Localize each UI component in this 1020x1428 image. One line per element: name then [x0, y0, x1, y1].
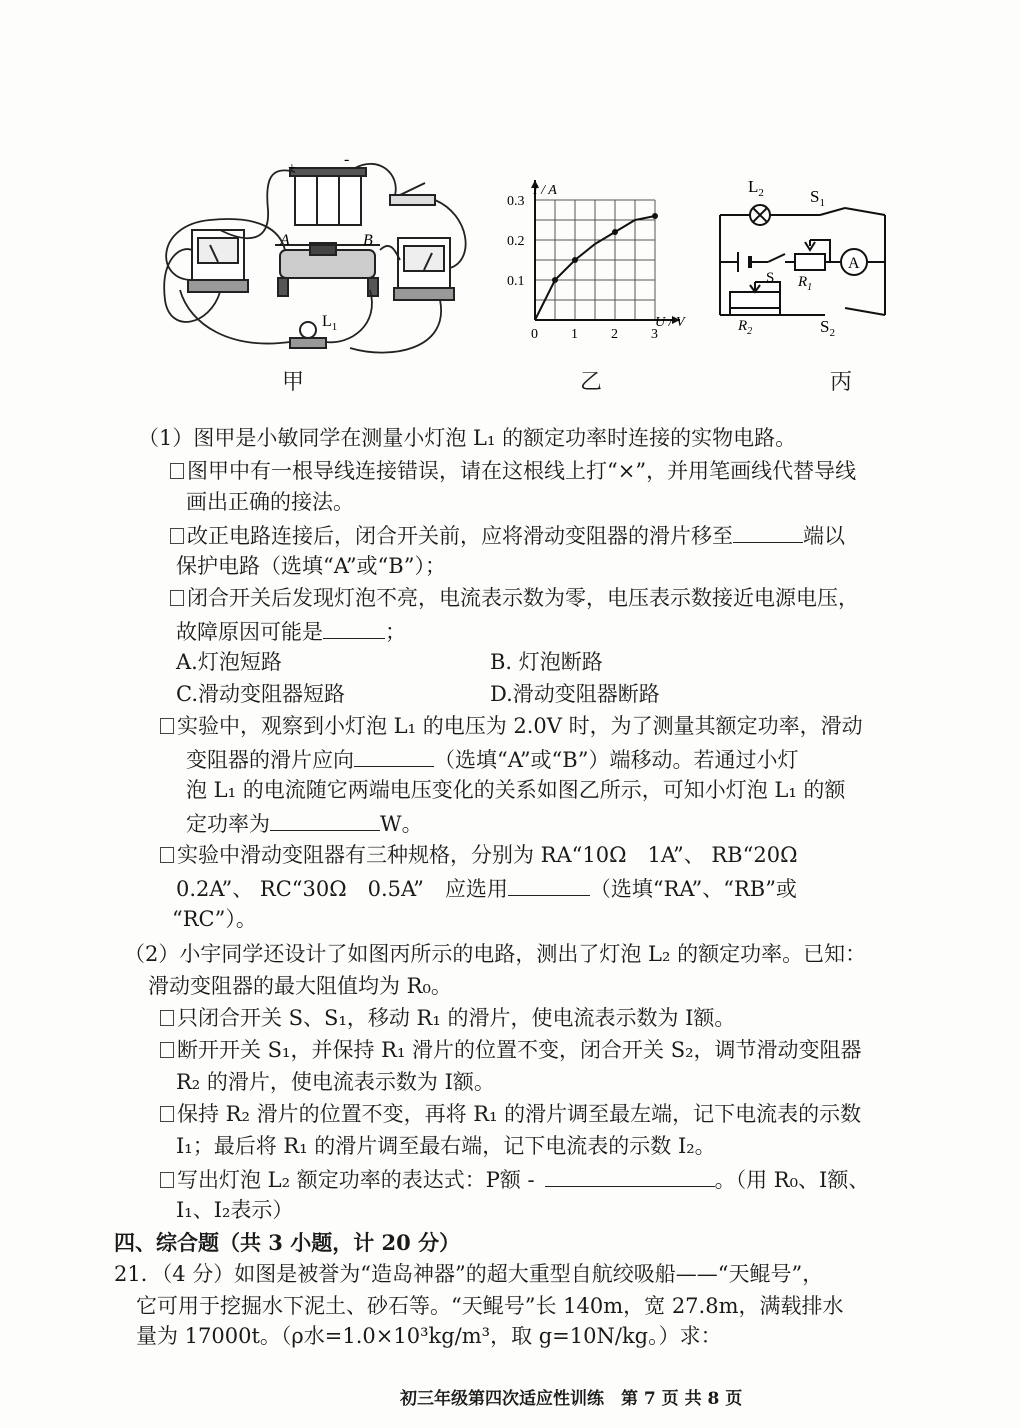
figure-bing-label: 丙 — [830, 370, 853, 395]
graph-grid — [535, 200, 655, 320]
x-tick-label: 2 — [611, 327, 618, 342]
bullet-box — [160, 847, 174, 863]
switch — [390, 183, 435, 205]
l2-label: $L_2$ — [748, 177, 764, 199]
q21-line2: 它可用于挖掘水下泥土、砂石等。“天鲲号”长 140m，宽 27.8m，满载排水 — [136, 1294, 844, 1318]
x-tick-label: 3 — [651, 327, 658, 342]
q2-step1: 只闭合开关 S、S₁，移动 R₁ 的滑片，使电流表示数为 I额。 — [160, 1008, 735, 1029]
option-c: C.滑动变阻器短路 — [176, 682, 345, 706]
q1-part4-line3: 泡 L₁ 的电流随它两端电压变化的关系如图乙所示，可知小灯泡 L₁ 的额 — [186, 778, 846, 802]
bulb-l1 — [290, 322, 326, 348]
q2-intro: （2）小宇同学还设计了如图丙所示的电路，测出了灯泡 L₂ 的额定功率。已知： — [124, 942, 867, 966]
battery-minus: - — [344, 151, 350, 168]
x-tick-label: 0 — [531, 327, 538, 342]
q21-line1: 21．（4 分）如图是被誉为“造岛神器”的超大重型自航绞吸船——“天鲲号”， — [114, 1262, 824, 1286]
q1-part3-line2: 故障原因可能是 ； — [176, 620, 406, 644]
q1-part2-line1: 改正电路连接后，闭合开关前，应将滑动变阻器的滑片移至 端以 — [170, 524, 845, 547]
curve-point — [572, 257, 578, 263]
option-b: B. 灯泡断路 — [490, 650, 603, 674]
rheostat — [275, 243, 380, 296]
s-blade — [768, 254, 785, 262]
bullet-box — [160, 1042, 174, 1058]
x-tick-label: 1 — [571, 327, 578, 342]
curve-points — [552, 213, 658, 283]
q1-part2-line2: 保护电路（选填“A”或“B”）； — [176, 554, 446, 578]
s2-label: $S_2$ — [820, 317, 835, 339]
bullet-box — [170, 590, 184, 606]
q1-intro: （1）图甲是小敏同学在测量小灯泡 L₁ 的额定功率时连接的实物电路。 — [138, 426, 797, 450]
figure-row — [150, 150, 910, 395]
point-b-label: B — [363, 232, 373, 249]
s1-blade — [820, 208, 845, 215]
figure-yi-graph — [495, 180, 695, 365]
bullet-box — [160, 1106, 174, 1122]
bullet-box — [170, 463, 184, 479]
q1-part1-line2: 画出正确的接法。 — [186, 490, 354, 514]
y-tick-label: 0.2 — [507, 234, 525, 249]
q2-step2-line1: 断开开关 S₁，并保持 R₁ 滑片的位置不变，闭合开关 S₂，调节滑动变阻器 — [160, 1040, 862, 1061]
bullet-box — [160, 1172, 174, 1188]
answer-blank-direction[interactable] — [354, 748, 434, 767]
option-d: D.滑动变阻器断路 — [490, 682, 660, 706]
q1-part4-line4: 定功率为 W。 — [186, 812, 423, 836]
answer-blank-expression[interactable] — [545, 1168, 715, 1187]
bullet-box — [170, 528, 184, 544]
y-tick-label: 0.1 — [507, 274, 525, 289]
answer-blank-power[interactable] — [270, 812, 380, 831]
graph-axes — [531, 180, 680, 324]
option-a: A.灯泡短路 — [176, 650, 282, 674]
r1-label: $R_1$ — [798, 274, 813, 293]
lamp-l2-symbol — [750, 205, 770, 225]
answer-blank-rheostat[interactable] — [508, 877, 590, 896]
figure-yi-label: 乙 — [580, 370, 603, 395]
answer-blank-end[interactable] — [733, 524, 803, 543]
curve-point — [612, 229, 618, 235]
q2-step3-line2: I₁；最后将 R₁ 的滑片调至最右端，记下电流表的示数 I₂。 — [176, 1134, 716, 1158]
figure-jia-label: 甲 — [282, 370, 305, 395]
point-a-label: A — [280, 232, 290, 249]
s1-label: $S_1$ — [810, 187, 825, 209]
q2-step3-line1: 保持 R₂ 滑片的位置不变，再将 R₁ 的滑片调至最左端，记下电流表的示数 — [160, 1104, 861, 1125]
bullet-box — [160, 1010, 174, 1026]
q1-part4-line2: 变阻器的滑片应向 （选填“A”或“B”）端移动。若通过小灯 — [186, 748, 799, 772]
page-footer: 初三年级第四次适应性训练 第 7 页 共 8 页 — [400, 1389, 743, 1409]
figure-bing-schematic — [710, 170, 910, 340]
battery-symbol — [738, 252, 750, 272]
battery-pack — [290, 168, 366, 225]
figure-jia-circuit — [150, 150, 480, 365]
r1-symbol — [795, 240, 830, 270]
q2-step2-line2: R₂ 的滑片，使电流表示数为 I额。 — [176, 1070, 495, 1094]
y-tick-label: 0.3 — [507, 194, 525, 209]
s2-blade — [845, 308, 885, 315]
battery-plus: + — [288, 161, 296, 176]
q1-part5-line1: 实验中滑动变阻器有三种规格，分别为 RA“10Ω 1A”、 RB“20Ω — [160, 845, 797, 866]
q2-intro-line2: 滑动变阻器的最大阻值均为 R₀。 — [148, 974, 452, 998]
q1-part5-line3: “RC”）。 — [172, 907, 257, 931]
bullet-box — [160, 718, 174, 734]
s-label: S — [766, 270, 775, 286]
x-axis-label: U / V — [655, 315, 685, 330]
q1-part4-line1: 实验中，观察到小灯泡 L₁ 的电压为 2.0V 时，为了测量其额定功率，滑动 — [160, 716, 863, 737]
bulb-l1-label: $L_1$ — [322, 313, 338, 333]
q1-part3-line1: 闭合开关后发现灯泡不亮，电流表示数为零，电压表示数接近电源电压， — [170, 588, 859, 609]
y-axis-label: I / A — [533, 183, 557, 198]
r2-label: $R_2$ — [738, 318, 753, 337]
q2-step4-line1: 写出灯泡 L₂ 额定功率的表达式：P额 - 。（用 R₀、I额、 — [160, 1168, 869, 1191]
ammeter-left — [188, 230, 248, 292]
ammeter-label: A — [848, 255, 860, 272]
q1-part5-line2: 0.2A”、 RC“30Ω 0.5A” 应选用 （选填“RA”、“RB”或 — [176, 877, 797, 901]
curve-point — [552, 277, 558, 283]
q2-step4-line2: I₁、I₂表示） — [176, 1198, 294, 1222]
curve-point — [652, 213, 658, 219]
voltmeter-right — [394, 238, 454, 300]
answer-blank-fault[interactable] — [323, 620, 385, 639]
q1-part1-line1: 图甲中有一根导线连接错误，请在这根线上打“×”，并用笔画线代替导线 — [170, 461, 856, 482]
q21-line3: 量为 17000t。（ρ水=1.0×10³kg/m³，取 g=10N/kg。）求： — [136, 1324, 722, 1348]
section4-title: 四、综合题（共 3 小题，计 20 分） — [114, 1230, 461, 1255]
